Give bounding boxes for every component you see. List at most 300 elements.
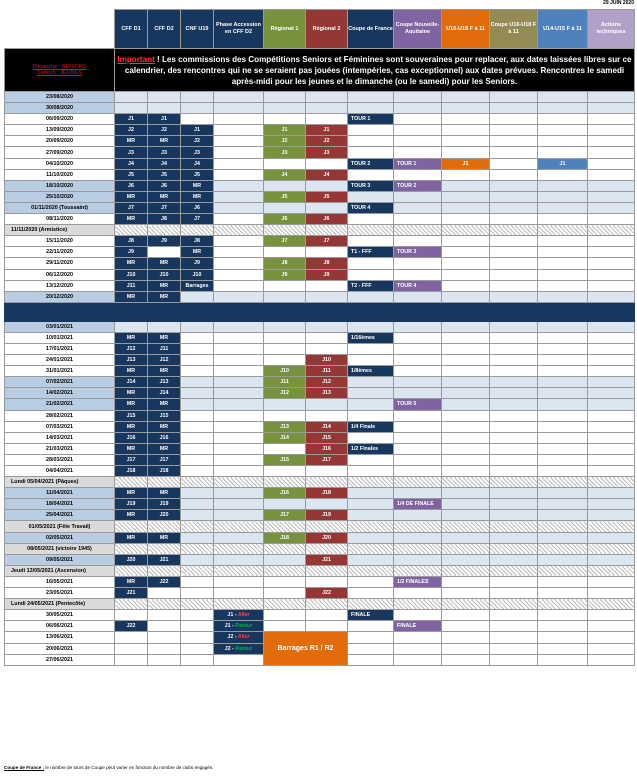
break-cell bbox=[306, 302, 348, 321]
match-cell: J17 bbox=[264, 510, 306, 521]
accession-match: J2 - Aller bbox=[214, 632, 264, 643]
empty-cell bbox=[394, 103, 442, 114]
empty-cell bbox=[115, 477, 148, 488]
row-date: 25/04/2021 bbox=[5, 510, 115, 521]
empty-cell bbox=[442, 543, 490, 554]
empty-cell bbox=[264, 565, 306, 576]
match-cell: MR bbox=[148, 191, 181, 202]
col-header: U16-U18 F à 11 bbox=[442, 10, 490, 49]
empty-cell bbox=[214, 565, 264, 576]
empty-cell bbox=[442, 92, 490, 103]
row-date: 31/01/2021 bbox=[5, 366, 115, 377]
empty-cell bbox=[538, 291, 588, 302]
empty-cell bbox=[306, 521, 348, 532]
row-date: 28/02/2021 bbox=[5, 410, 115, 421]
break-cell bbox=[442, 302, 490, 321]
empty-cell bbox=[442, 510, 490, 521]
empty-cell bbox=[490, 588, 538, 599]
match-cell: MR bbox=[181, 247, 214, 258]
empty-cell bbox=[490, 576, 538, 587]
empty-cell bbox=[394, 291, 442, 302]
row-date: 18/04/2021 bbox=[5, 499, 115, 510]
empty-cell bbox=[348, 532, 394, 543]
match-cell: J16 bbox=[306, 443, 348, 454]
empty-cell bbox=[490, 432, 538, 443]
empty-cell bbox=[115, 610, 148, 621]
empty-cell bbox=[588, 103, 635, 114]
empty-cell bbox=[490, 643, 538, 654]
empty-cell bbox=[181, 377, 214, 388]
empty-cell bbox=[148, 103, 181, 114]
empty-cell bbox=[348, 588, 394, 599]
match-cell: J14 bbox=[306, 421, 348, 432]
empty-cell bbox=[264, 92, 306, 103]
empty-cell bbox=[588, 236, 635, 247]
empty-cell bbox=[490, 466, 538, 477]
calendar-row bbox=[5, 632, 635, 643]
empty-cell bbox=[442, 280, 490, 291]
empty-cell bbox=[588, 125, 635, 136]
calendar-row bbox=[5, 421, 635, 432]
empty-cell bbox=[214, 202, 264, 213]
empty-cell bbox=[214, 180, 264, 191]
empty-cell bbox=[181, 599, 214, 610]
empty-cell bbox=[348, 643, 394, 654]
empty-cell bbox=[348, 191, 394, 202]
match-cell: FINALE bbox=[394, 621, 442, 632]
match-cell: J10 bbox=[181, 269, 214, 280]
empty-cell bbox=[588, 510, 635, 521]
empty-cell bbox=[490, 610, 538, 621]
match-cell: TOUR 2 bbox=[394, 180, 442, 191]
empty-cell bbox=[394, 114, 442, 125]
empty-cell bbox=[394, 92, 442, 103]
empty-cell bbox=[348, 576, 394, 587]
match-cell: J1 bbox=[148, 114, 181, 125]
match-cell: J15 bbox=[306, 432, 348, 443]
empty-cell bbox=[490, 366, 538, 377]
match-cell: J20 bbox=[115, 554, 148, 565]
calendar-row bbox=[5, 488, 635, 499]
row-date: 20/06/2021 bbox=[5, 643, 115, 654]
empty-cell bbox=[214, 280, 264, 291]
empty-cell bbox=[264, 399, 306, 410]
empty-cell bbox=[306, 103, 348, 114]
empty-cell bbox=[588, 343, 635, 354]
empty-cell bbox=[181, 654, 214, 665]
empty-cell bbox=[490, 147, 538, 158]
empty-cell bbox=[394, 443, 442, 454]
empty-cell bbox=[538, 377, 588, 388]
empty-cell bbox=[442, 466, 490, 477]
match-cell: MR bbox=[115, 488, 148, 499]
empty-cell bbox=[490, 521, 538, 532]
match-cell: J19 bbox=[306, 510, 348, 521]
match-cell: MR bbox=[115, 532, 148, 543]
empty-cell bbox=[442, 136, 490, 147]
match-cell: MR bbox=[148, 443, 181, 454]
empty-cell bbox=[264, 291, 306, 302]
empty-cell bbox=[181, 103, 214, 114]
break-cell bbox=[588, 302, 635, 321]
empty-cell bbox=[588, 214, 635, 225]
match-cell: 1/4 DE FINALE bbox=[394, 499, 442, 510]
match-cell: J19 bbox=[115, 499, 148, 510]
match-cell: 1/2 Finales bbox=[348, 443, 394, 454]
empty-cell bbox=[588, 269, 635, 280]
match-cell: J9 bbox=[181, 258, 214, 269]
empty-cell bbox=[442, 521, 490, 532]
match-cell: J7 bbox=[264, 236, 306, 247]
empty-cell bbox=[181, 114, 214, 125]
calendar-row bbox=[5, 532, 635, 543]
empty-cell bbox=[181, 488, 214, 499]
calendar-row bbox=[5, 477, 635, 488]
empty-cell bbox=[306, 477, 348, 488]
match-cell: 1/16èmes bbox=[348, 332, 394, 343]
match-cell: MR bbox=[115, 510, 148, 521]
empty-cell bbox=[214, 554, 264, 565]
empty-cell bbox=[348, 654, 394, 665]
empty-cell bbox=[538, 543, 588, 554]
empty-cell bbox=[214, 236, 264, 247]
empty-cell bbox=[538, 258, 588, 269]
empty-cell bbox=[181, 388, 214, 399]
empty-cell bbox=[442, 366, 490, 377]
empty-cell bbox=[588, 643, 635, 654]
empty-cell bbox=[394, 632, 442, 643]
empty-cell bbox=[490, 488, 538, 499]
row-date: 23/08/2020 bbox=[5, 92, 115, 103]
empty-cell bbox=[181, 399, 214, 410]
match-cell: J7 bbox=[115, 202, 148, 213]
empty-cell bbox=[394, 355, 442, 366]
row-date: 08/05/2021 (victoire 1945) bbox=[5, 543, 115, 554]
empty-cell bbox=[348, 599, 394, 610]
empty-cell bbox=[264, 554, 306, 565]
col-header: Actions techniques bbox=[588, 10, 635, 49]
match-cell: J5 bbox=[264, 191, 306, 202]
empty-cell bbox=[214, 532, 264, 543]
empty-cell bbox=[442, 388, 490, 399]
empty-cell bbox=[115, 599, 148, 610]
break-cell bbox=[490, 302, 538, 321]
calendar-row bbox=[5, 291, 635, 302]
match-cell: J7 bbox=[148, 202, 181, 213]
match-cell: J16 bbox=[264, 488, 306, 499]
match-cell: J13 bbox=[148, 377, 181, 388]
empty-cell bbox=[214, 477, 264, 488]
empty-cell bbox=[490, 332, 538, 343]
row-date: 01/11/2020 (Toussaint) bbox=[5, 202, 115, 213]
empty-cell bbox=[264, 499, 306, 510]
empty-cell bbox=[214, 169, 264, 180]
empty-cell bbox=[214, 214, 264, 225]
empty-cell bbox=[394, 521, 442, 532]
empty-cell bbox=[394, 169, 442, 180]
empty-cell bbox=[538, 103, 588, 114]
empty-cell bbox=[181, 565, 214, 576]
empty-cell bbox=[490, 180, 538, 191]
barrages-r1-r2: Barrages R1 / R2 bbox=[264, 632, 348, 665]
empty-cell bbox=[214, 410, 264, 421]
important-notice bbox=[115, 49, 635, 92]
empty-cell bbox=[214, 158, 264, 169]
empty-cell bbox=[588, 488, 635, 499]
calendar-row bbox=[5, 443, 635, 454]
empty-cell bbox=[442, 114, 490, 125]
empty-cell bbox=[442, 588, 490, 599]
empty-cell bbox=[442, 454, 490, 465]
empty-cell bbox=[348, 632, 394, 643]
calendar-row bbox=[5, 554, 635, 565]
col-header: Phase Accession en CFF D2 bbox=[214, 10, 264, 49]
row-date: 30/05/2021 bbox=[5, 610, 115, 621]
empty-cell bbox=[442, 488, 490, 499]
empty-cell bbox=[306, 499, 348, 510]
empty-cell bbox=[538, 410, 588, 421]
empty-cell bbox=[264, 280, 306, 291]
row-date: 24/01/2021 bbox=[5, 355, 115, 366]
match-cell: J3 bbox=[306, 147, 348, 158]
calendar-row bbox=[5, 621, 635, 632]
empty-cell bbox=[538, 280, 588, 291]
match-cell: 1/2 FINALES bbox=[394, 576, 442, 587]
empty-cell bbox=[181, 421, 214, 432]
empty-cell bbox=[588, 532, 635, 543]
empty-cell bbox=[264, 225, 306, 236]
empty-cell bbox=[148, 321, 181, 332]
empty-cell bbox=[348, 466, 394, 477]
empty-cell bbox=[538, 443, 588, 454]
empty-cell bbox=[490, 377, 538, 388]
empty-cell bbox=[394, 588, 442, 599]
footnote: Coupe de France : le nombre de tours de Coupe peut varier en fonction du nombre de clubs engagés. bbox=[4, 765, 214, 770]
calendar-row bbox=[5, 103, 635, 114]
empty-cell bbox=[538, 136, 588, 147]
empty-cell bbox=[442, 258, 490, 269]
match-cell: MR bbox=[148, 488, 181, 499]
calendar-row bbox=[5, 258, 635, 269]
break-cell bbox=[181, 302, 214, 321]
empty-cell bbox=[538, 554, 588, 565]
empty-cell bbox=[181, 543, 214, 554]
empty-cell bbox=[348, 92, 394, 103]
empty-cell bbox=[264, 588, 306, 599]
empty-cell bbox=[348, 510, 394, 521]
empty-cell bbox=[588, 321, 635, 332]
match-cell: Barrages bbox=[181, 280, 214, 291]
empty-cell bbox=[214, 103, 264, 114]
empty-cell bbox=[181, 632, 214, 643]
empty-cell bbox=[538, 343, 588, 354]
row-date: 15/11/2020 bbox=[5, 236, 115, 247]
empty-cell bbox=[348, 125, 394, 136]
empty-cell bbox=[538, 532, 588, 543]
empty-cell bbox=[348, 621, 394, 632]
empty-cell bbox=[588, 377, 635, 388]
empty-cell bbox=[538, 510, 588, 521]
empty-cell bbox=[181, 454, 214, 465]
empty-cell bbox=[588, 410, 635, 421]
empty-cell bbox=[538, 576, 588, 587]
empty-cell bbox=[214, 654, 264, 665]
match-cell: MR bbox=[115, 214, 148, 225]
empty-cell bbox=[394, 643, 442, 654]
match-cell: J4 bbox=[148, 158, 181, 169]
empty-cell bbox=[181, 355, 214, 366]
empty-cell bbox=[442, 377, 490, 388]
match-cell: FINALE bbox=[348, 610, 394, 621]
empty-cell bbox=[348, 147, 394, 158]
match-cell: J1 bbox=[306, 125, 348, 136]
empty-cell bbox=[115, 643, 148, 654]
row-date: 11/11/2020 (Armistice) bbox=[5, 225, 115, 236]
empty-cell bbox=[214, 343, 264, 354]
match-cell: J4 bbox=[306, 169, 348, 180]
empty-cell bbox=[394, 136, 442, 147]
empty-cell bbox=[348, 388, 394, 399]
break-cell bbox=[214, 302, 264, 321]
calendar-row bbox=[5, 202, 635, 213]
calendar-row bbox=[5, 466, 635, 477]
empty-cell bbox=[348, 477, 394, 488]
empty-cell bbox=[348, 343, 394, 354]
empty-cell bbox=[538, 599, 588, 610]
match-cell: J4 bbox=[264, 169, 306, 180]
empty-cell bbox=[538, 466, 588, 477]
empty-cell bbox=[264, 610, 306, 621]
empty-cell bbox=[181, 321, 214, 332]
calendar-row bbox=[5, 332, 635, 343]
match-cell: J8 bbox=[148, 214, 181, 225]
empty-cell bbox=[306, 92, 348, 103]
empty-cell bbox=[214, 355, 264, 366]
empty-cell bbox=[394, 410, 442, 421]
calendar-row bbox=[5, 543, 635, 554]
empty-cell bbox=[214, 92, 264, 103]
empty-cell bbox=[181, 554, 214, 565]
empty-cell bbox=[348, 225, 394, 236]
match-cell: J16 bbox=[115, 432, 148, 443]
empty-cell bbox=[148, 225, 181, 236]
empty-cell bbox=[538, 247, 588, 258]
empty-cell bbox=[394, 454, 442, 465]
empty-cell bbox=[181, 610, 214, 621]
empty-cell bbox=[442, 599, 490, 610]
empty-cell bbox=[264, 443, 306, 454]
empty-cell bbox=[264, 410, 306, 421]
empty-cell bbox=[588, 466, 635, 477]
empty-cell bbox=[264, 621, 306, 632]
match-cell: J10 bbox=[264, 366, 306, 377]
empty-cell bbox=[442, 399, 490, 410]
empty-cell bbox=[490, 477, 538, 488]
empty-cell bbox=[394, 510, 442, 521]
row-date: 29/11/2020 bbox=[5, 258, 115, 269]
empty-cell bbox=[442, 103, 490, 114]
empty-cell bbox=[588, 621, 635, 632]
empty-cell bbox=[214, 499, 264, 510]
empty-cell bbox=[214, 454, 264, 465]
empty-cell bbox=[264, 343, 306, 354]
empty-cell bbox=[264, 576, 306, 587]
empty-cell bbox=[538, 114, 588, 125]
empty-cell bbox=[348, 521, 394, 532]
empty-cell bbox=[306, 399, 348, 410]
empty-cell bbox=[538, 610, 588, 621]
empty-cell bbox=[394, 258, 442, 269]
empty-cell bbox=[348, 103, 394, 114]
match-cell: J21 bbox=[148, 554, 181, 565]
match-cell: J10 bbox=[115, 269, 148, 280]
empty-cell bbox=[490, 202, 538, 213]
row-date: 04/04/2021 bbox=[5, 466, 115, 477]
match-cell: MR bbox=[115, 291, 148, 302]
empty-cell bbox=[442, 654, 490, 665]
col-header: Coupe U16-U18 F à 11 bbox=[490, 10, 538, 49]
break-cell bbox=[5, 302, 115, 321]
empty-cell bbox=[490, 103, 538, 114]
calendar-row bbox=[5, 432, 635, 443]
empty-cell bbox=[588, 565, 635, 576]
empty-cell bbox=[442, 565, 490, 576]
empty-cell bbox=[490, 114, 538, 125]
empty-cell bbox=[490, 532, 538, 543]
empty-cell bbox=[306, 114, 348, 125]
match-cell: J5 bbox=[306, 191, 348, 202]
empty-cell bbox=[588, 454, 635, 465]
row-date: 21/03/2021 bbox=[5, 443, 115, 454]
col-header: U14-U15 F à 11 bbox=[538, 10, 588, 49]
match-cell: J14 bbox=[264, 432, 306, 443]
empty-cell bbox=[442, 643, 490, 654]
row-date: 18/10/2020 bbox=[5, 180, 115, 191]
empty-cell bbox=[538, 169, 588, 180]
empty-cell bbox=[394, 269, 442, 280]
row-date: 14/03/2021 bbox=[5, 432, 115, 443]
match-cell: J2 bbox=[148, 125, 181, 136]
empty-cell bbox=[306, 599, 348, 610]
calendar-row bbox=[5, 599, 635, 610]
empty-cell bbox=[214, 258, 264, 269]
empty-cell bbox=[115, 543, 148, 554]
empty-cell bbox=[490, 169, 538, 180]
empty-cell bbox=[181, 92, 214, 103]
calendar-row bbox=[5, 236, 635, 247]
row-date: 01/05/2021 (Fête Travail) bbox=[5, 521, 115, 532]
empty-cell bbox=[490, 236, 538, 247]
empty-cell bbox=[181, 477, 214, 488]
print-date: 29 JUIN 2020 bbox=[603, 0, 634, 6]
row-date: 20/12/2020 bbox=[5, 291, 115, 302]
row-date: 06/12/2020 bbox=[5, 269, 115, 280]
empty-cell bbox=[538, 432, 588, 443]
empty-cell bbox=[588, 280, 635, 291]
empty-cell bbox=[264, 321, 306, 332]
empty-cell bbox=[490, 510, 538, 521]
calendar-row bbox=[5, 377, 635, 388]
empty-cell bbox=[264, 599, 306, 610]
calendar-table bbox=[4, 9, 635, 666]
match-cell: J1 bbox=[442, 158, 490, 169]
empty-cell bbox=[538, 202, 588, 213]
match-cell: J12 bbox=[148, 355, 181, 366]
calendar-row bbox=[5, 366, 635, 377]
empty-cell bbox=[442, 355, 490, 366]
empty-cell bbox=[394, 532, 442, 543]
match-cell: J10 bbox=[148, 269, 181, 280]
